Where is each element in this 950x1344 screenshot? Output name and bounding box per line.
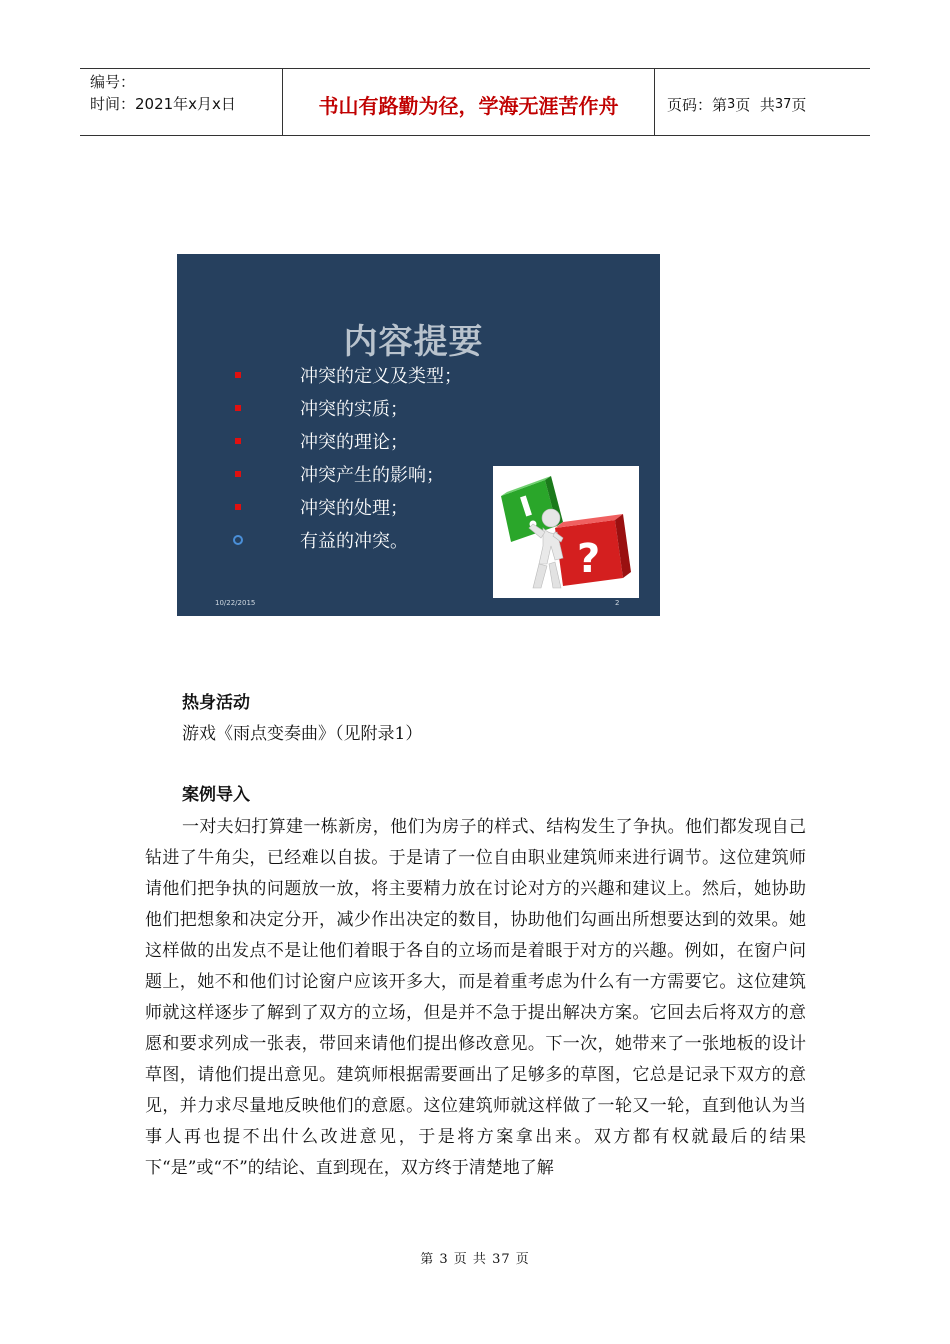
header-page-prefix: 页码：第 bbox=[667, 95, 728, 114]
red-square-bullet-icon bbox=[235, 438, 241, 444]
red-square-bullet-icon bbox=[235, 405, 241, 411]
slide-list-item-text: 冲突的处理； bbox=[300, 498, 408, 519]
slide-list-item-text: 冲突产生的影响； bbox=[300, 465, 444, 486]
slide-list-item bbox=[177, 395, 660, 428]
slide-date: 10/22/2015 bbox=[215, 599, 256, 607]
footer-total-pages: 37 bbox=[492, 1252, 511, 1267]
exclamation-question-blocks-icon bbox=[493, 466, 639, 598]
case-paragraph: 一对夫妇打算建一栋新房，他们为房子的样式、结构发生了争执。他们都发现自己钻进了牛角尖，已经难以自拔。于是请了一位自由职业建筑师来进行调节。这位建筑师请他们把争执的问题放一放，将主要精力放在讨论对方的兴趣和建议上。然后，她协助他们把想象和决定分开，减少作出决定的数目，协助他们勾画出所想要达到的效果。她这样做的出发点不是让他们着眼于各自的立场而是着眼于对方的兴趣。例如，在窗户问题上，她不和他们讨论窗户应该开多大，而是着重考虑为什么有一方需要它。这位建筑师就这样逐步了解到了双方的立场，但是并不急于提出解决方案。它回去后将双方的意愿和要求列成一张表，带回来请他们提出修改意见。下一次，她带来了一张地板的设计草图，请他们提出意见。建筑师根据需要画出了足够多的草图，它总是记录下双方的意见，并力求尽量地反映他们的意愿。这位建筑师就这样做了一轮又一轮，直到他认为当事人再也提不出什么改进意见，于是将方案拿出来。双方都有权就最后的结果下“是”或“不”的结论、直到现在，双方终于清楚地了解 bbox=[145, 817, 806, 1178]
case-heading: 案例导入 bbox=[182, 785, 250, 805]
slide-image bbox=[177, 254, 660, 616]
header-motto: 书山有路勤为径，学海无涯苦作舟 bbox=[282, 69, 655, 135]
footer-suffix: 页 bbox=[510, 1252, 530, 1267]
slide-list-item-text: 冲突的定义及类型； bbox=[300, 366, 462, 387]
slide-title: 内容提要 bbox=[343, 322, 484, 362]
slide-list-item-text: 冲突的理论； bbox=[300, 432, 408, 453]
svg-text:?: ? bbox=[577, 536, 601, 582]
header-page-current: 3 bbox=[727, 96, 736, 112]
footer-prefix: 第 bbox=[420, 1252, 440, 1267]
warmup-heading: 热身活动 bbox=[182, 693, 250, 713]
slide-number: 2 bbox=[615, 599, 620, 607]
footer-current-page: 3 bbox=[439, 1252, 449, 1267]
slide-list-item-text: 冲突的实质； bbox=[300, 399, 408, 420]
warmup-text: 游戏《雨点变奏曲》（见附录1） bbox=[182, 724, 423, 744]
header-number-label: 编号： bbox=[90, 73, 136, 91]
header-page-total: 37 bbox=[774, 96, 792, 112]
ring-bullet-icon bbox=[233, 535, 243, 545]
header-page-indicator bbox=[655, 69, 870, 135]
red-square-bullet-icon bbox=[235, 372, 241, 378]
page-footer bbox=[0, 1248, 950, 1267]
header-page-suffix: 页 bbox=[791, 95, 807, 114]
red-square-bullet-icon bbox=[235, 471, 241, 477]
header-meta bbox=[80, 69, 282, 135]
header-time-label: 时间：2021年x月x日 bbox=[90, 95, 236, 113]
footer-mid: 页 共 bbox=[448, 1252, 493, 1267]
slide-list-item-text: 有益的冲突。 bbox=[300, 531, 408, 552]
page-header bbox=[80, 68, 870, 136]
case-body bbox=[145, 812, 806, 1184]
slide-list-item bbox=[177, 362, 660, 395]
slide-list-item bbox=[177, 428, 660, 461]
red-square-bullet-icon bbox=[235, 504, 241, 510]
header-page-mid: 页 共 bbox=[735, 95, 775, 114]
